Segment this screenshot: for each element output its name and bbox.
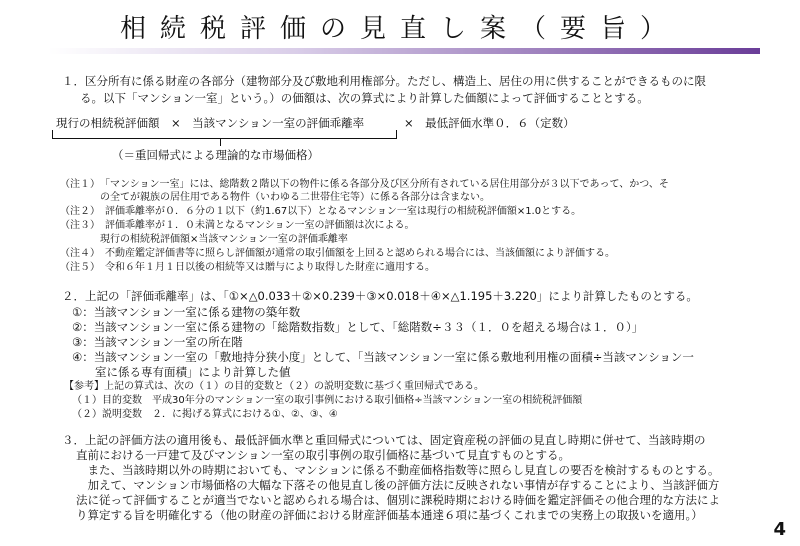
reference-heading: 【参考】上記の算式は、次の（１）の目的変数と（２）の説明変数に基づく重回帰式である。 <box>64 381 484 392</box>
reference-item-2: （２）説明変数 ２．に掲げる算式における①、②、③、④ <box>72 409 338 420</box>
section2-heading: ２．上記の「評価乖離率」は、「①×△0.033＋②×0.239＋③×0.018＋④×△1.195＋3.220」により計算したものとする。 <box>62 289 698 303</box>
section3-line-4: 加えて、マンション市場価格の大幅な下落その他見直し後の評価方法に反映されない事情が存することにより、当該評価方 <box>76 478 720 492</box>
note-5: （注５） 令和６年１月１日以後の相続等又は贈与により取得した財産に適用する。 <box>60 262 435 273</box>
section3-line-6: り算定する旨を明確化する（他の財産の評価における財産評価基本通達６項に基づくこれまでの実務上の取扱いを適用。） <box>76 508 703 522</box>
note-3b: 現行の相続税評価額×当該マンション一室の評価乖離率 <box>60 234 348 245</box>
title-underline <box>48 48 760 54</box>
section1-line2: る。以下「マンション一室」という。）の価額は、次の算式により計算した価額によって評価することとする。 <box>80 91 649 105</box>
section2-item-1: ①：当該マンション一室に係る建物の築年数 <box>72 305 301 319</box>
section2-item-2: ②：当該マンション一室に係る建物の「総階数指数」として、「総階数÷３３（１．０を超える場合は１．０）」 <box>72 320 644 334</box>
section2-item-3: ③：当該マンション一室の所在階 <box>72 335 243 349</box>
note-1a: （注１） 「マンション一室」には、総階数２階以下の物件に係る各部分及び区分所有されている居住用部分が３以下であって、かつ、そ <box>60 179 669 190</box>
note-3a: （注３） 評価乖離率が１．０未満となるマンション一室の評価額は次による。 <box>60 220 415 231</box>
section3-line-5: 法に従って評価することが適当でないと認められる場合は、個別に課税時期における時価を鑑定評価その他合理的な方法によ <box>76 493 720 507</box>
note-4: （注４） 不動産鑑定評価書等に照らし評価額が通常の取引価額を上回ると認められる場合には、当該価額により評価する。 <box>60 248 615 259</box>
formula-brace-stem <box>220 138 221 146</box>
formula-right: × 最低評価水準０．６（定数） <box>404 116 575 130</box>
section2-item-4a: ④：当該マンション一室の「敷地持分狭小度」として、「当該マンション一室に係る敷地利用権の面積÷当該マンション一 <box>72 350 694 364</box>
section3-line-2: 直前における一戸建て及びマンション一室の取引事例の取引価格に基づいて見直すものとする。 <box>76 448 570 462</box>
formula-left: 現行の相続税評価額 × 当該マンション一室の評価乖離率 <box>56 116 365 130</box>
formula-brace <box>52 130 397 139</box>
reference-item-1: （１）目的変数 平成30年分のマンション一室の取引事例における取引価格÷当該マンション一室の相続税評価額 <box>72 395 583 406</box>
page-number: 4 <box>773 519 786 540</box>
note-1b: の全てが親族の居住用である物件（いわゆる二世帯住宅等）に係る各部分は含まない。 <box>60 192 490 203</box>
formula-note: （＝重回帰式による理論的な市場価格） <box>112 148 319 162</box>
page-title: 相続税評価の見直し案（要旨） <box>119 14 680 44</box>
section3-line-1: ３．上記の評価方法の適用後も、最低評価水準と重回帰式については、固定資産税の評価の見直し時期に併せて、当該時期の <box>62 433 706 447</box>
section1-line1: １．区分所有に係る財産の各部分（建物部分及び敷地利用権部分。ただし、構造上、居住の用に供することができるものに限 <box>62 74 706 88</box>
section2-item-4b: 室に係る専有面積」により計算した値 <box>72 365 291 379</box>
note-2: （注２） 評価乖離率が０．６分の１以下（約1.67以下）となるマンション一室は現行の相続税評価額×1.0とする。 <box>60 206 582 217</box>
section3-line-3: また、当該時期以外の時期においても、マンションに係る不動産価格指数等に照らし見直しの要否を検討するものとする。 <box>76 463 720 477</box>
